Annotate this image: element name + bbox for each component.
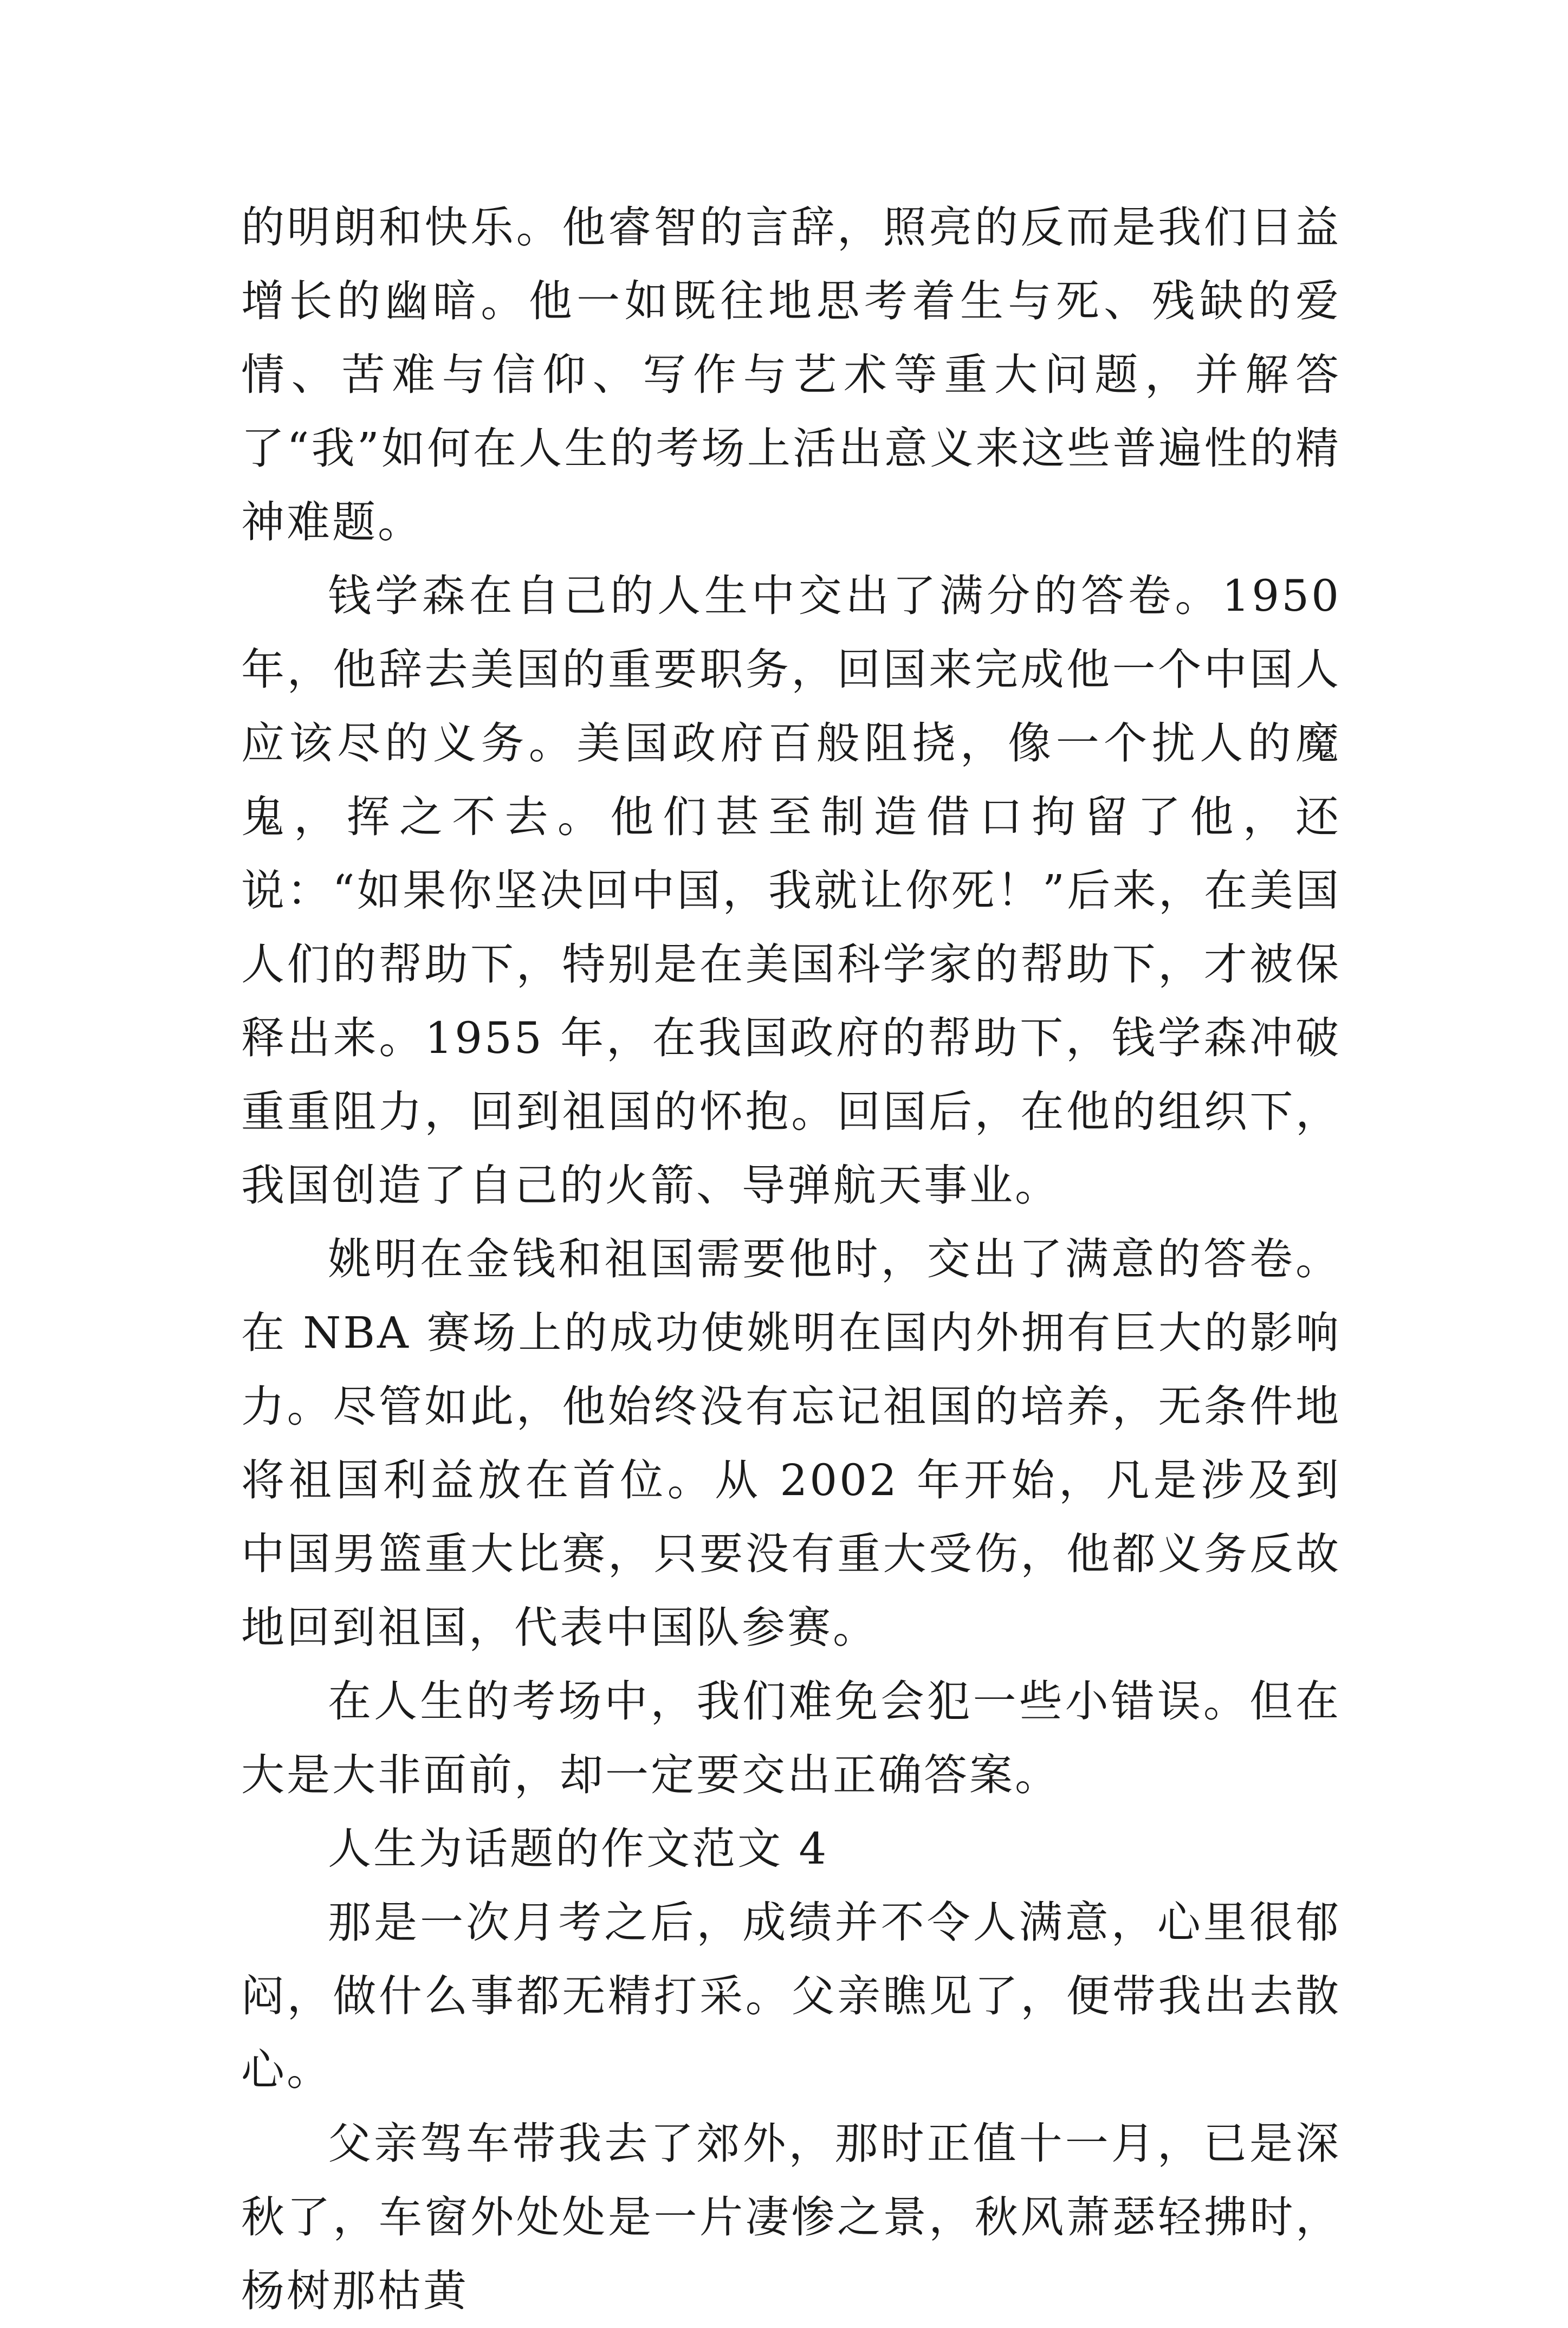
paragraph: 父亲驾车带我去了郊外，那时正值十一月，已是深秋了，车窗外处处是一片凄惨之景，秋风萧瑟轻拂时，杨树那枯黄 [241,2118,1341,2316]
section-heading: 人生为话题的作文范文 4 [328,1823,829,1874]
paragraph: 的明朗和快乐。他睿智的言辞，照亮的反而是我们日益增长的幽暗。他一如既往地思考着生与死、残缺的爱情、苦难与信仰、写作与艺术等重大问题，并解答了“我”如何在人生的考场上活出意义来这些普遍性的精神难题。 [241,202,1341,547]
paragraph: 钱学森在自己的人生中交出了满分的答卷。1950 年，他辞去美国的重要职务，回国来完成他一个中国人应该尽的义务。美国政府百般阻挠，像一个扰人的魔鬼，挥之不去。他们甚至制造借口拘留了他，还说：“如果你坚决回中国，我就让你死！”后来，在美国人们的帮助下，特别是在美国科学家的帮助下，才被保释出来。1955 年，在我国政府的帮助下，钱学森冲破重重阻力，回到祖国的怀抱。回国后，在他的组织下，我国创造了自己的火箭、导弹航天事业。 [241,571,1341,1211]
document-body [241,191,1341,2328]
paragraph: 在人生的考场中，我们难免会犯一些小错误。但在大是大非面前，却一定要交出正确答案。 [241,1676,1341,1800]
paragraph: 姚明在金钱和祖国需要他时，交出了满意的答卷。在 NBA 赛场上的成功使姚明在国内外拥有巨大的影响力。尽管如此，他始终没有忘记祖国的培养，无条件地将祖国利益放在首位。从 2002 年开始，凡是涉及到中国男篮重大比赛，只要没有重大受伤，他都义务反故地回到祖国，代表中国队参赛。 [241,1234,1341,1653]
paragraph: 那是一次月考之后，成绩并不令人满意，心里很郁闷，做什么事都无精打采。父亲瞧见了，便带我出去散心。 [241,1897,1341,2095]
